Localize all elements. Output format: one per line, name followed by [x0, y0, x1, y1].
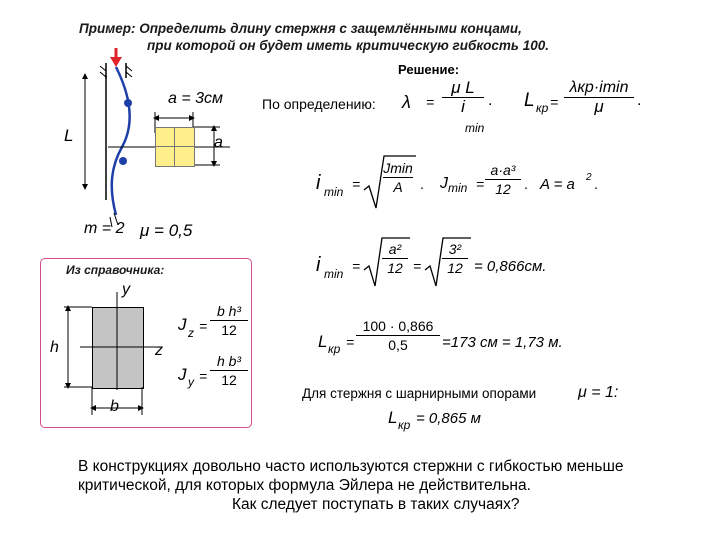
dot-4: . — [524, 176, 528, 192]
Jy-label: J — [178, 365, 187, 384]
equals-6: = — [413, 258, 422, 274]
twelve-2: 12 — [387, 260, 403, 276]
mu-eq-1: μ = 1: — [578, 384, 619, 401]
kr-sub-3: кр — [398, 418, 411, 432]
square-cross-section — [155, 127, 195, 167]
Jz-equals: = — [199, 318, 208, 334]
dot-3: . — [420, 176, 424, 192]
equals-2: = — [550, 94, 559, 110]
j-min-label: J — [440, 175, 448, 192]
i-min-label-2: i — [316, 172, 321, 194]
dot-5: . — [594, 176, 598, 192]
column-length-label: L — [64, 126, 74, 145]
a2-over-12 — [382, 241, 408, 276]
m-value: m = 2 — [84, 220, 125, 237]
jmin-num: Jmin — [383, 160, 413, 176]
j-min-sub: min — [448, 181, 468, 195]
mu-denominator: μ — [594, 97, 604, 116]
hinged-support-text: Для стержня с шарнирными опорами — [302, 386, 537, 401]
Jy-formula — [210, 353, 248, 388]
twelve-3: 12 — [447, 260, 463, 276]
kr-sub-2: кр — [328, 342, 341, 356]
y-axis-label: y — [122, 281, 130, 298]
footer-line2: критической, для которых формула Эйлера не действительна. — [78, 477, 531, 494]
Jz-den: 12 — [221, 322, 237, 338]
L-kr-numeric — [356, 318, 440, 353]
mu-value: μ = 0,5 — [140, 221, 193, 240]
by-definition-label: По определению: — [262, 96, 376, 112]
load-arrow-icon — [110, 48, 122, 67]
b-label: b — [110, 398, 119, 415]
L-kr-label-3: L — [388, 408, 398, 427]
area-formula: A = a — [540, 176, 575, 193]
Jy-sub: y — [188, 375, 194, 389]
dot-2: . — [637, 92, 642, 109]
problem-statement-line2: при которой он будет иметь критическую гибкость 100. — [147, 38, 549, 53]
L-kr-label-2: L — [318, 332, 328, 351]
lambda-symbol: λ — [402, 92, 411, 112]
Jy-den: 12 — [221, 372, 237, 388]
Jy-num: h b³ — [216, 353, 242, 369]
three2: 3² — [448, 241, 462, 257]
equals-1: = — [426, 94, 435, 110]
dot-1: . — [488, 92, 493, 109]
i-min: i — [461, 97, 465, 116]
equals-3: = — [352, 176, 361, 192]
side-a-label: a — [214, 134, 223, 151]
equals-5: = — [352, 258, 361, 274]
footer-line1: В конструкциях довольно часто используются стержни с гибкостью меньше — [78, 458, 624, 475]
Jy-equals: = — [199, 368, 208, 384]
equals-7: = — [346, 334, 355, 350]
z-axis-label: z — [155, 342, 163, 359]
i-min-sub-2: min — [324, 185, 344, 199]
slenderness-formula — [442, 80, 484, 115]
three2-over-12 — [442, 241, 468, 276]
side-a-dimension: a = 3см — [168, 90, 223, 107]
Jz-label: J — [178, 315, 187, 334]
i-min-label-3: i — [316, 254, 321, 276]
a-den: A — [393, 179, 403, 195]
L-hinged-value: = 0,865 м — [416, 410, 481, 427]
i-min-result: = 0,866см. — [474, 258, 547, 275]
area-exp: 2 — [586, 172, 592, 183]
equals-4: = — [476, 176, 485, 192]
a-a3: a·a³ — [490, 162, 516, 178]
reference-title: Из справочника: — [66, 263, 165, 277]
problem-statement-line1: Пример: Определить длину стержня с защемлёнными концами, — [79, 21, 522, 36]
Jz-sub: z — [188, 326, 194, 340]
solution-heading: Решение: — [398, 62, 460, 77]
critical-length-formula — [564, 80, 634, 115]
i-min-sub-1: min — [465, 121, 485, 135]
L-num: 100 · 0,866 — [362, 318, 434, 334]
i-min-sub-3: min — [324, 267, 344, 281]
kr-sub-1: кр — [536, 101, 549, 115]
Jz-formula — [210, 303, 248, 338]
L-den: 0,5 — [388, 337, 408, 353]
footer-question: Как следует поступать в таких случаях? — [232, 496, 520, 513]
twelve-1: 12 — [495, 181, 511, 197]
L-kr-result: =173 см = 1,73 м. — [442, 334, 563, 351]
L-kr-symbol: L — [524, 90, 535, 111]
jmin-over-a — [383, 160, 413, 195]
Jz-num: b h³ — [216, 303, 242, 319]
j-min-formula — [485, 162, 521, 197]
lambda-kr-imin: λкр·imin — [569, 79, 629, 96]
a2: a² — [388, 241, 402, 257]
mu-L: μ L — [451, 78, 475, 97]
h-label: h — [50, 339, 59, 356]
